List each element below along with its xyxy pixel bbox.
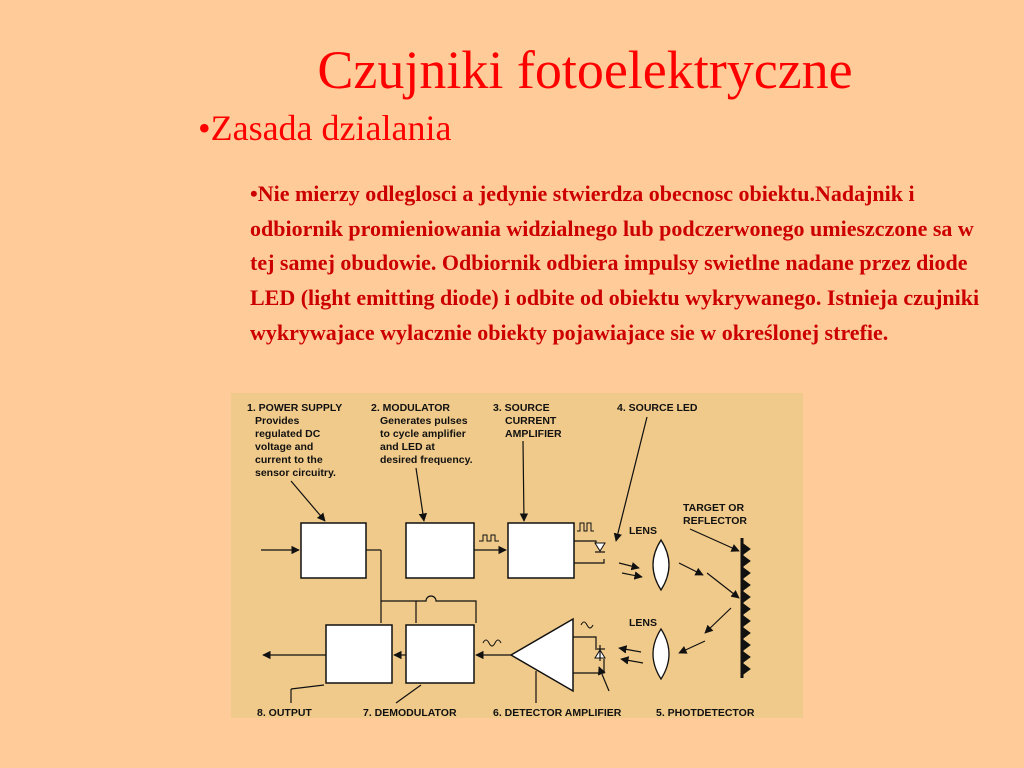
lens-top-label: LENS xyxy=(629,525,658,537)
output-label: 8. OUTPUT xyxy=(257,707,312,718)
slide-subtitle: •Zasada dzialania xyxy=(198,108,452,148)
photodetector-label: 5. PHOTDETECTOR xyxy=(656,707,755,718)
source-led-label: 4. SOURCE LED xyxy=(617,402,698,414)
power-supply-block xyxy=(301,523,366,578)
lens-bottom-label: LENS xyxy=(629,617,658,629)
demodulator-block xyxy=(406,625,474,683)
target-label: TARGET OR REFLECTOR xyxy=(683,502,747,527)
demodulator-label: 7. DEMODULATOR xyxy=(363,707,457,718)
source-amplifier-block xyxy=(508,523,574,578)
slide-body-text: •Nie mierzy odleglosci a jedynie stwierdza obecnosc obiektu.Nadajnik i odbiornik promieniowania widzialnego lub podczerwonego umieszczone sa w tej samej obudowie. Odbiornik odbiera impulsy swietlne nadane przez diode LED (light emitting diode) i odbite od obiektu wykrywanego. Istnieja czujniki wykrywajace wylacznie obiekty pojawiajace sie w określonej strefie. xyxy=(250,181,980,345)
detector-amplifier-triangle xyxy=(511,619,573,691)
power-supply-label: 1. POWER SUPPLY Provides regulated DC voltage and current to the sensor circuitry. xyxy=(247,402,343,479)
modulator-label: 2. MODULATOR Generates pulses to cycle amplifier and LED at desired frequency. xyxy=(371,402,473,466)
source-amplifier-label: 3. SOURCE CURRENT AMPLIFIER xyxy=(493,402,562,440)
photoelectric-sensor-diagram xyxy=(231,393,803,718)
slide-title: Czujniki fotoelektryczne xyxy=(317,40,853,100)
modulator-block xyxy=(406,523,474,578)
output-block xyxy=(326,625,392,683)
detector-amplifier-label: 6. DETECTOR AMPLIFIER xyxy=(493,707,622,718)
